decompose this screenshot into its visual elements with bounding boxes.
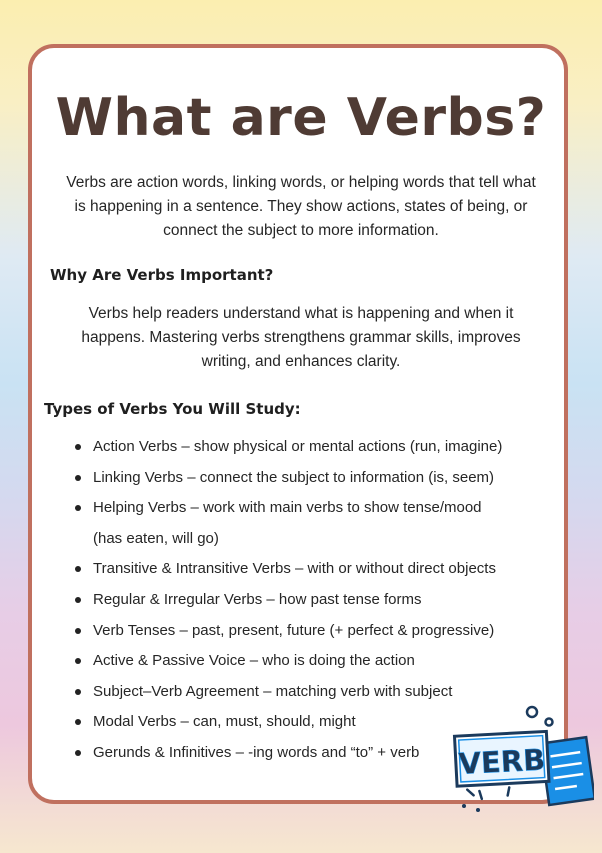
bullet-icon (75, 475, 81, 481)
list-item-text: Action Verbs – show physical or mental actions (run, imagine) (93, 438, 503, 455)
list-item (72, 463, 552, 494)
bullet-icon (75, 750, 81, 756)
bullet-icon (75, 597, 81, 603)
list-item-text: Gerunds & Infinitives – -ing words and “to” + verb (93, 743, 420, 761)
list-item-text: Active & Passive Voice – who is doing the action (93, 652, 415, 670)
list-item (72, 585, 552, 616)
list-item-text: Transitive & Intransitive Verbs – with or without direct objects (93, 560, 496, 578)
list-item-text: (has eaten, will go) (93, 529, 219, 547)
list-item-text: Modal Verbs – can, must, should, might (93, 713, 356, 731)
bullet-icon (75, 689, 81, 695)
bullet-icon (75, 566, 81, 572)
list-item-continuation (72, 524, 552, 555)
types-heading: Types of Verbs You Will Study: (44, 400, 301, 418)
list-item (72, 554, 552, 585)
bullet-icon (75, 444, 81, 450)
verb-sign-text: VERB (457, 742, 547, 782)
list-item-text: Regular & Irregular Verbs – how past tense forms (93, 590, 422, 608)
verb-sign-illustration (448, 698, 594, 822)
bullet-icon (75, 719, 81, 725)
page-title: What are Verbs? (55, 88, 547, 148)
bullet-icon (75, 628, 81, 634)
why-heading: Why Are Verbs Important? (50, 266, 274, 284)
list-item-text: Helping Verbs – work with main verbs to show tense/mood (93, 499, 482, 517)
bullet-icon (75, 658, 81, 664)
list-item (72, 432, 552, 463)
list-item (72, 493, 552, 524)
list-item (72, 646, 552, 677)
bullet-icon (75, 505, 81, 511)
list-item-text: Linking Verbs – connect the subject to information (is, seem) (93, 468, 495, 486)
why-paragraph: Verbs help readers understand what is happening and when it happens. Mastering verbs strengthens grammar skills, improves writing, and enhances clarity. (81, 305, 521, 370)
intro-paragraph: Verbs are action words, linking words, or helping words that tell what is happening in a sentence. They show actions, states of being, or connect the subject to more information. (66, 174, 536, 239)
list-item (72, 616, 552, 647)
list-item-text: Subject–Verb Agreement – matching verb with subject (93, 682, 453, 700)
list-item-text: Verb Tenses – past, present, future (+ perfect & progressive) (93, 621, 495, 639)
